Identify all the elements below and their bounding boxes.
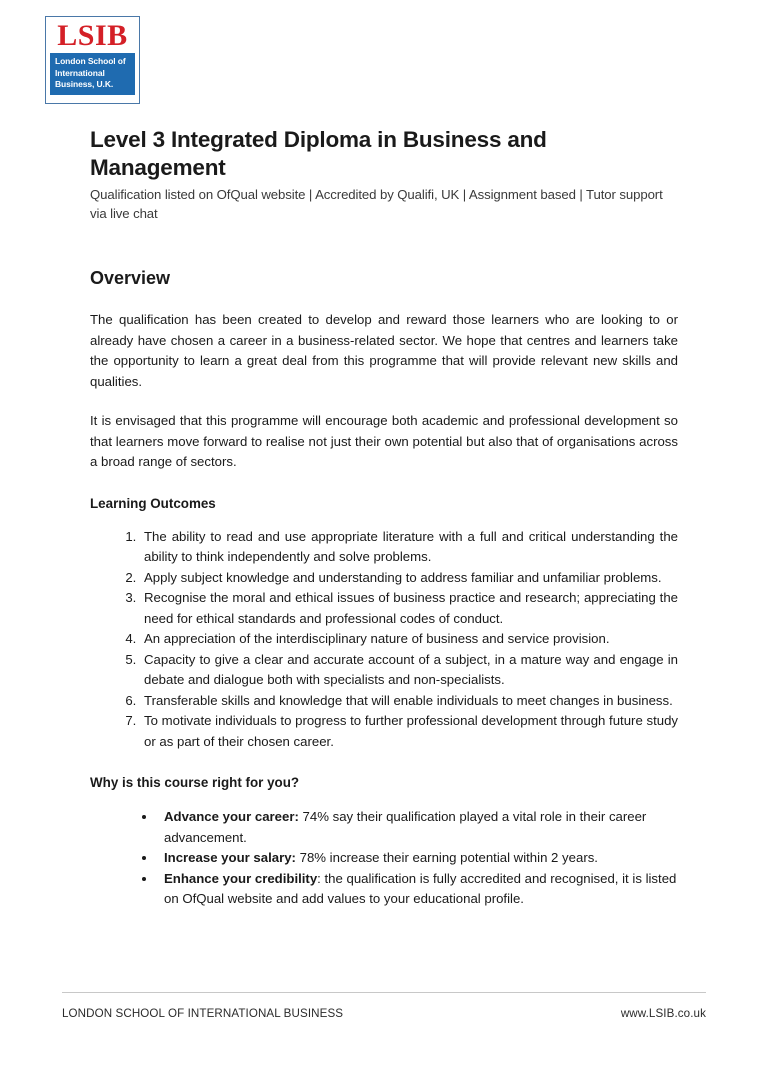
lsib-logo <box>45 16 140 104</box>
list-item: 4. An appreciation of the interdisciplinary nature of business and service provision. <box>140 629 678 650</box>
footer-divider <box>62 992 706 993</box>
document-content <box>90 126 678 910</box>
logo-subtitle-line-3: Business, U.K. <box>55 79 114 89</box>
reason-text: 78% increase their earning potential within 2 years. <box>295 850 598 865</box>
overview-paragraph-2: It is envisaged that this programme will encourage both academic and professional development so that learners move forward to realise not just their own potential but also that of organisations across a broad range of sectors. <box>90 413 678 469</box>
footer-website: www.LSIB.co.uk <box>620 1007 706 1020</box>
why-course-list <box>90 807 678 910</box>
list-item: 7. To motivate individuals to progress to further professional development through future study or as part of their chosen career. <box>140 711 678 752</box>
logo-subtitle-box <box>50 53 135 95</box>
page-subtitle: Qualification listed on OfQual website | Accredited by Qualifi, UK | Assignment based | Tutor support via live chat <box>90 187 663 221</box>
reason-text: 74% say their qualification played a vital role in their career advancement. <box>164 809 647 845</box>
why-course-heading: Why is this course right for you? <box>90 775 300 790</box>
reason-label: Increase your salary: <box>164 850 296 865</box>
logo-wordmark: LSIB <box>57 19 128 52</box>
list-item: 2. Apply subject knowledge and understanding to address familiar and unfamiliar problems. <box>140 568 678 589</box>
list-item: 5. Capacity to give a clear and accurate account of a subject, in a mature way and engage in debate and dialogue both with specialists and non-specialists. <box>140 650 678 691</box>
learning-outcomes-list <box>90 527 678 753</box>
bullet-icon <box>142 856 146 860</box>
list-item <box>142 869 678 910</box>
page-title: Level 3 Integrated Diploma in Business and Management <box>90 127 547 180</box>
list-item: 1. The ability to read and use appropriate literature with a full and critical understanding the ability to think independently and solve problems. <box>140 527 678 568</box>
bullet-icon <box>142 877 146 881</box>
footer-organisation: LONDON SCHOOL OF INTERNATIONAL BUSINESS <box>62 1007 344 1020</box>
overview-heading: Overview <box>90 268 171 288</box>
list-item <box>142 807 678 848</box>
list-item: 6. Transferable skills and knowledge that will enable individuals to meet changes in business. <box>140 691 678 712</box>
reason-text: : the qualification is fully accredited and recognised, it is listed on OfQual website and add values to your educational profile. <box>164 870 677 906</box>
logo-subtitle-line-2: International <box>55 67 105 78</box>
learning-outcomes-heading: Learning Outcomes <box>90 495 216 511</box>
page-footer <box>62 1006 706 1021</box>
reason-label: Enhance your credibility <box>164 870 318 886</box>
logo-subtitle-line-1: London School of <box>55 56 126 66</box>
list-item: 3. Recognise the moral and ethical issues of business practice and research; appreciating the need for ethical standards and professional codes of conduct. <box>140 588 678 629</box>
list-item <box>142 848 678 869</box>
bullet-icon <box>142 815 146 819</box>
reason-label: Advance your career: <box>164 809 299 824</box>
overview-paragraph-1: The qualification has been created to develop and reward those learners who are looking to or already have chosen a career in a business-related sector. We hope that centres and learners take the opportunity to learn a great deal from this programme that will provide relevant new skills and qualities. <box>90 312 678 389</box>
